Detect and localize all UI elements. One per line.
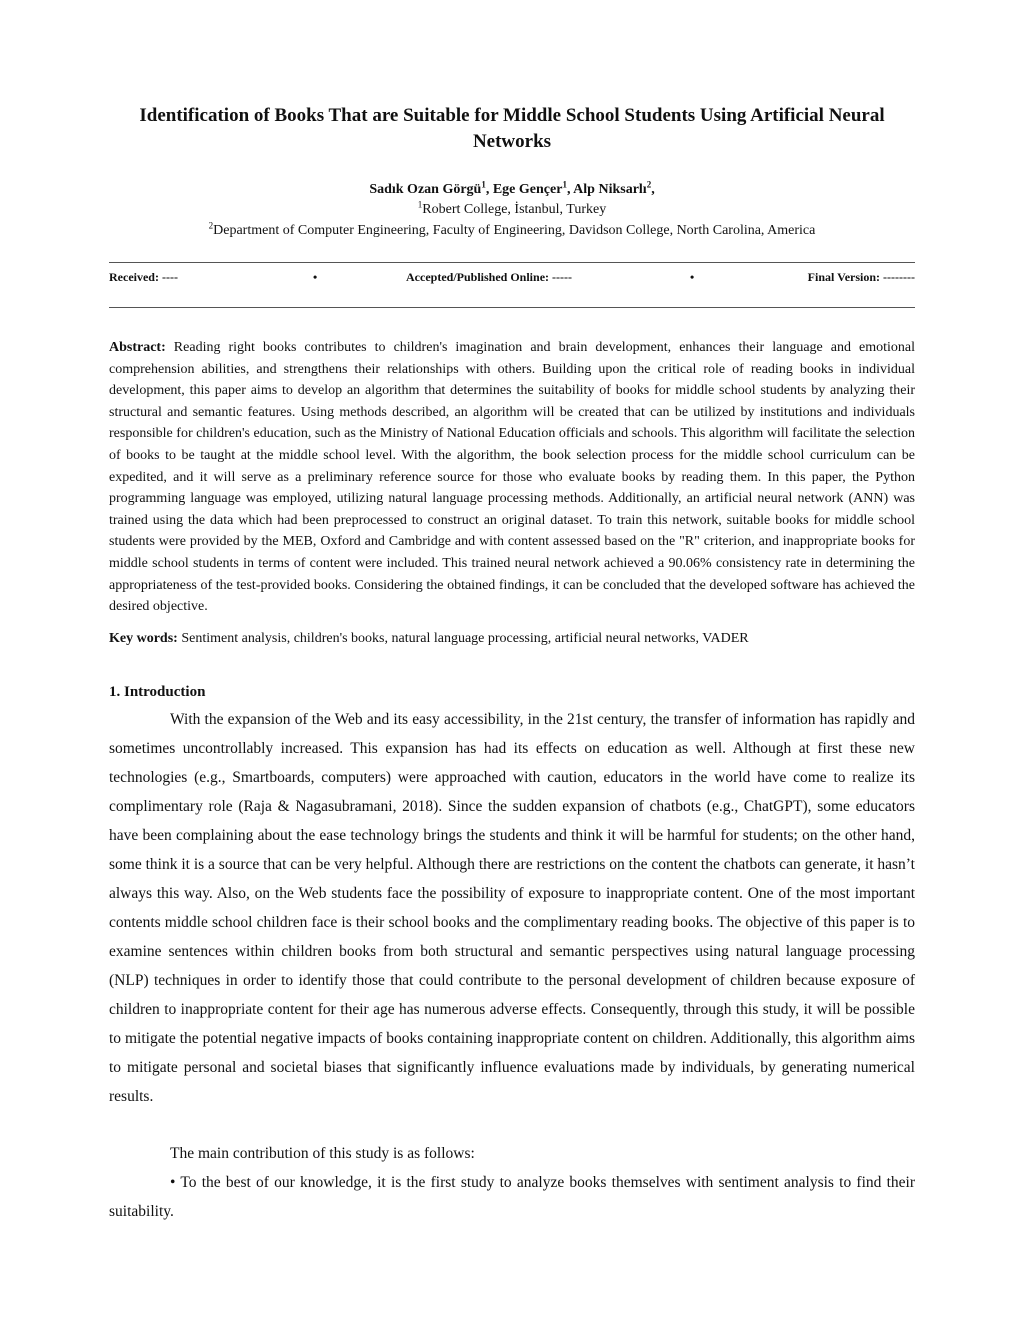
author-name: Sadık Ozan Görgü: [369, 182, 482, 197]
abstract: [109, 337, 915, 618]
paper-title: Identification of Books That are Suitable for Middle School Students Using Artificial Neural Networks: [139, 105, 885, 152]
intro-contribution-bullet: • To the best of our knowledge, it is the first study to analyze books themselves with sentiment analysis to find their suitability.: [109, 1174, 915, 1220]
author-name: Alp Niksarlı: [573, 182, 647, 197]
affiliation-text: Department of Computer Engineering, Faculty of Engineering, Davidson College, North Carolina, America: [213, 223, 816, 238]
final-version-date: Final Version: --------: [807, 270, 915, 284]
keywords-text: Sentiment analysis, children's books, natural language processing, artificial neural networks, VADER: [181, 631, 749, 646]
author-name: Ege Gençer: [492, 182, 563, 197]
affiliation-mark: 1: [417, 199, 423, 210]
section-heading-introduction: 1. Introduction: [109, 684, 206, 700]
author-line: Sadık Ozan Görgü$^1$, Ege Gençer$^1$, Alp Niksarlı$^2$,: [369, 179, 655, 197]
affiliation-mark: 2: [208, 220, 214, 231]
dates-separator: •: [690, 270, 695, 284]
keywords: [109, 629, 915, 649]
dates-line: [109, 270, 915, 288]
dates-separator: •: [313, 270, 318, 284]
affiliation-text: Robert College, İstanbul, Turkey: [422, 202, 607, 217]
author-affil-mark: 1: [481, 179, 486, 190]
author-affil-mark: 2: [646, 179, 652, 190]
header-rule-top: [109, 262, 915, 263]
received-date: Received: ----: [109, 270, 178, 284]
intro-paragraph-2: The main contribution of this study is as follows:: [170, 1145, 475, 1162]
abstract-text: Reading right books contributes to children's imagination and brain development, enhances their language and emotional comprehension abilities, and strengthens their relationships with others. Building upon the critical role of reading books in individual development, this paper aims to develop an algorithm that determines the suitability of books for middle school students by analyzing their structural and semantic features. Using methods described, an algorithm will be created that can be utilized by institutions and individuals responsible for children's education, such as the Ministry of National Education officials and schools. This algorithm will facilitate the selection of books to be taught at the middle school level. With the algorithm, the book selection process for the middle school curriculum can be expedited, and it will serve as a preliminary reference source for those who evaluate books by reading them. In this paper, the Python programming language was employed, utilizing natural language processing methods. Additionally, an artificial neural network (ANN) was trained using the data which had been preprocessed to construct an original dataset. To train this network, suitable books for middle school students were provided by the MEB, Oxford and Cambridge and with content assessed based on the "R" criterion, and inappropriate books for middle school students in terms of content were included. This trained neural network achieved a 90.06% consistency rate in determining the appropriateness of the test-provided books. Considering the obtained findings, it can be concluded that the developed software has achieved the desired objective.: [109, 340, 915, 615]
accepted-date: Accepted/Published Online: -----: [406, 270, 572, 284]
author-affil-mark: 1: [562, 179, 567, 190]
abstract-label: Abstract:: [109, 340, 166, 355]
affiliation-1: [109, 200, 915, 220]
intro-paragraph-1: With the expansion of the Web and its easy accessibility, in the 21st century, the transfer of information has rapidly and sometimes uncontrollably increased. This expansion has had its effects on education as well. Although at first these new technologies (e.g., Smartboards, computers) were approached with caution, educators in the world have come to realize its complimentary role (Raja & Nagasubramani, 2018). Since the sudden expansion of chatbots (e.g., ChatGPT), some educators have been complaining about the ease technology brings the students and think it will be harmful for students; on the other hand, some think it is a source that can be very helpful. Although there are restrictions on the content the chatbots can generate, it hasn’t always this way. Also, on the Web students face the possibility of exposure to inappropriate content. One of the most important contents middle school children face is their school books and the complimentary reading books. The objective of this paper is to examine sentences within children books from both structural and semantic perspectives using natural language processing (NLP) techniques in order to identify those that could contribute to the personal development of children because exposure of children to inappropriate content for their age has numerous adverse effects. Consequently, through this study, it will be possible to mitigate the potential negative impacts of books containing inappropriate content on children. Additionally, this algorithm aims to mitigate personal and societal biases that significantly influence evaluations made by individuals, by generating numerical results.: [109, 711, 915, 1105]
affiliation-2: [109, 221, 915, 241]
keywords-label: Key words:: [109, 631, 178, 646]
header-rule-bottom: [109, 307, 915, 308]
